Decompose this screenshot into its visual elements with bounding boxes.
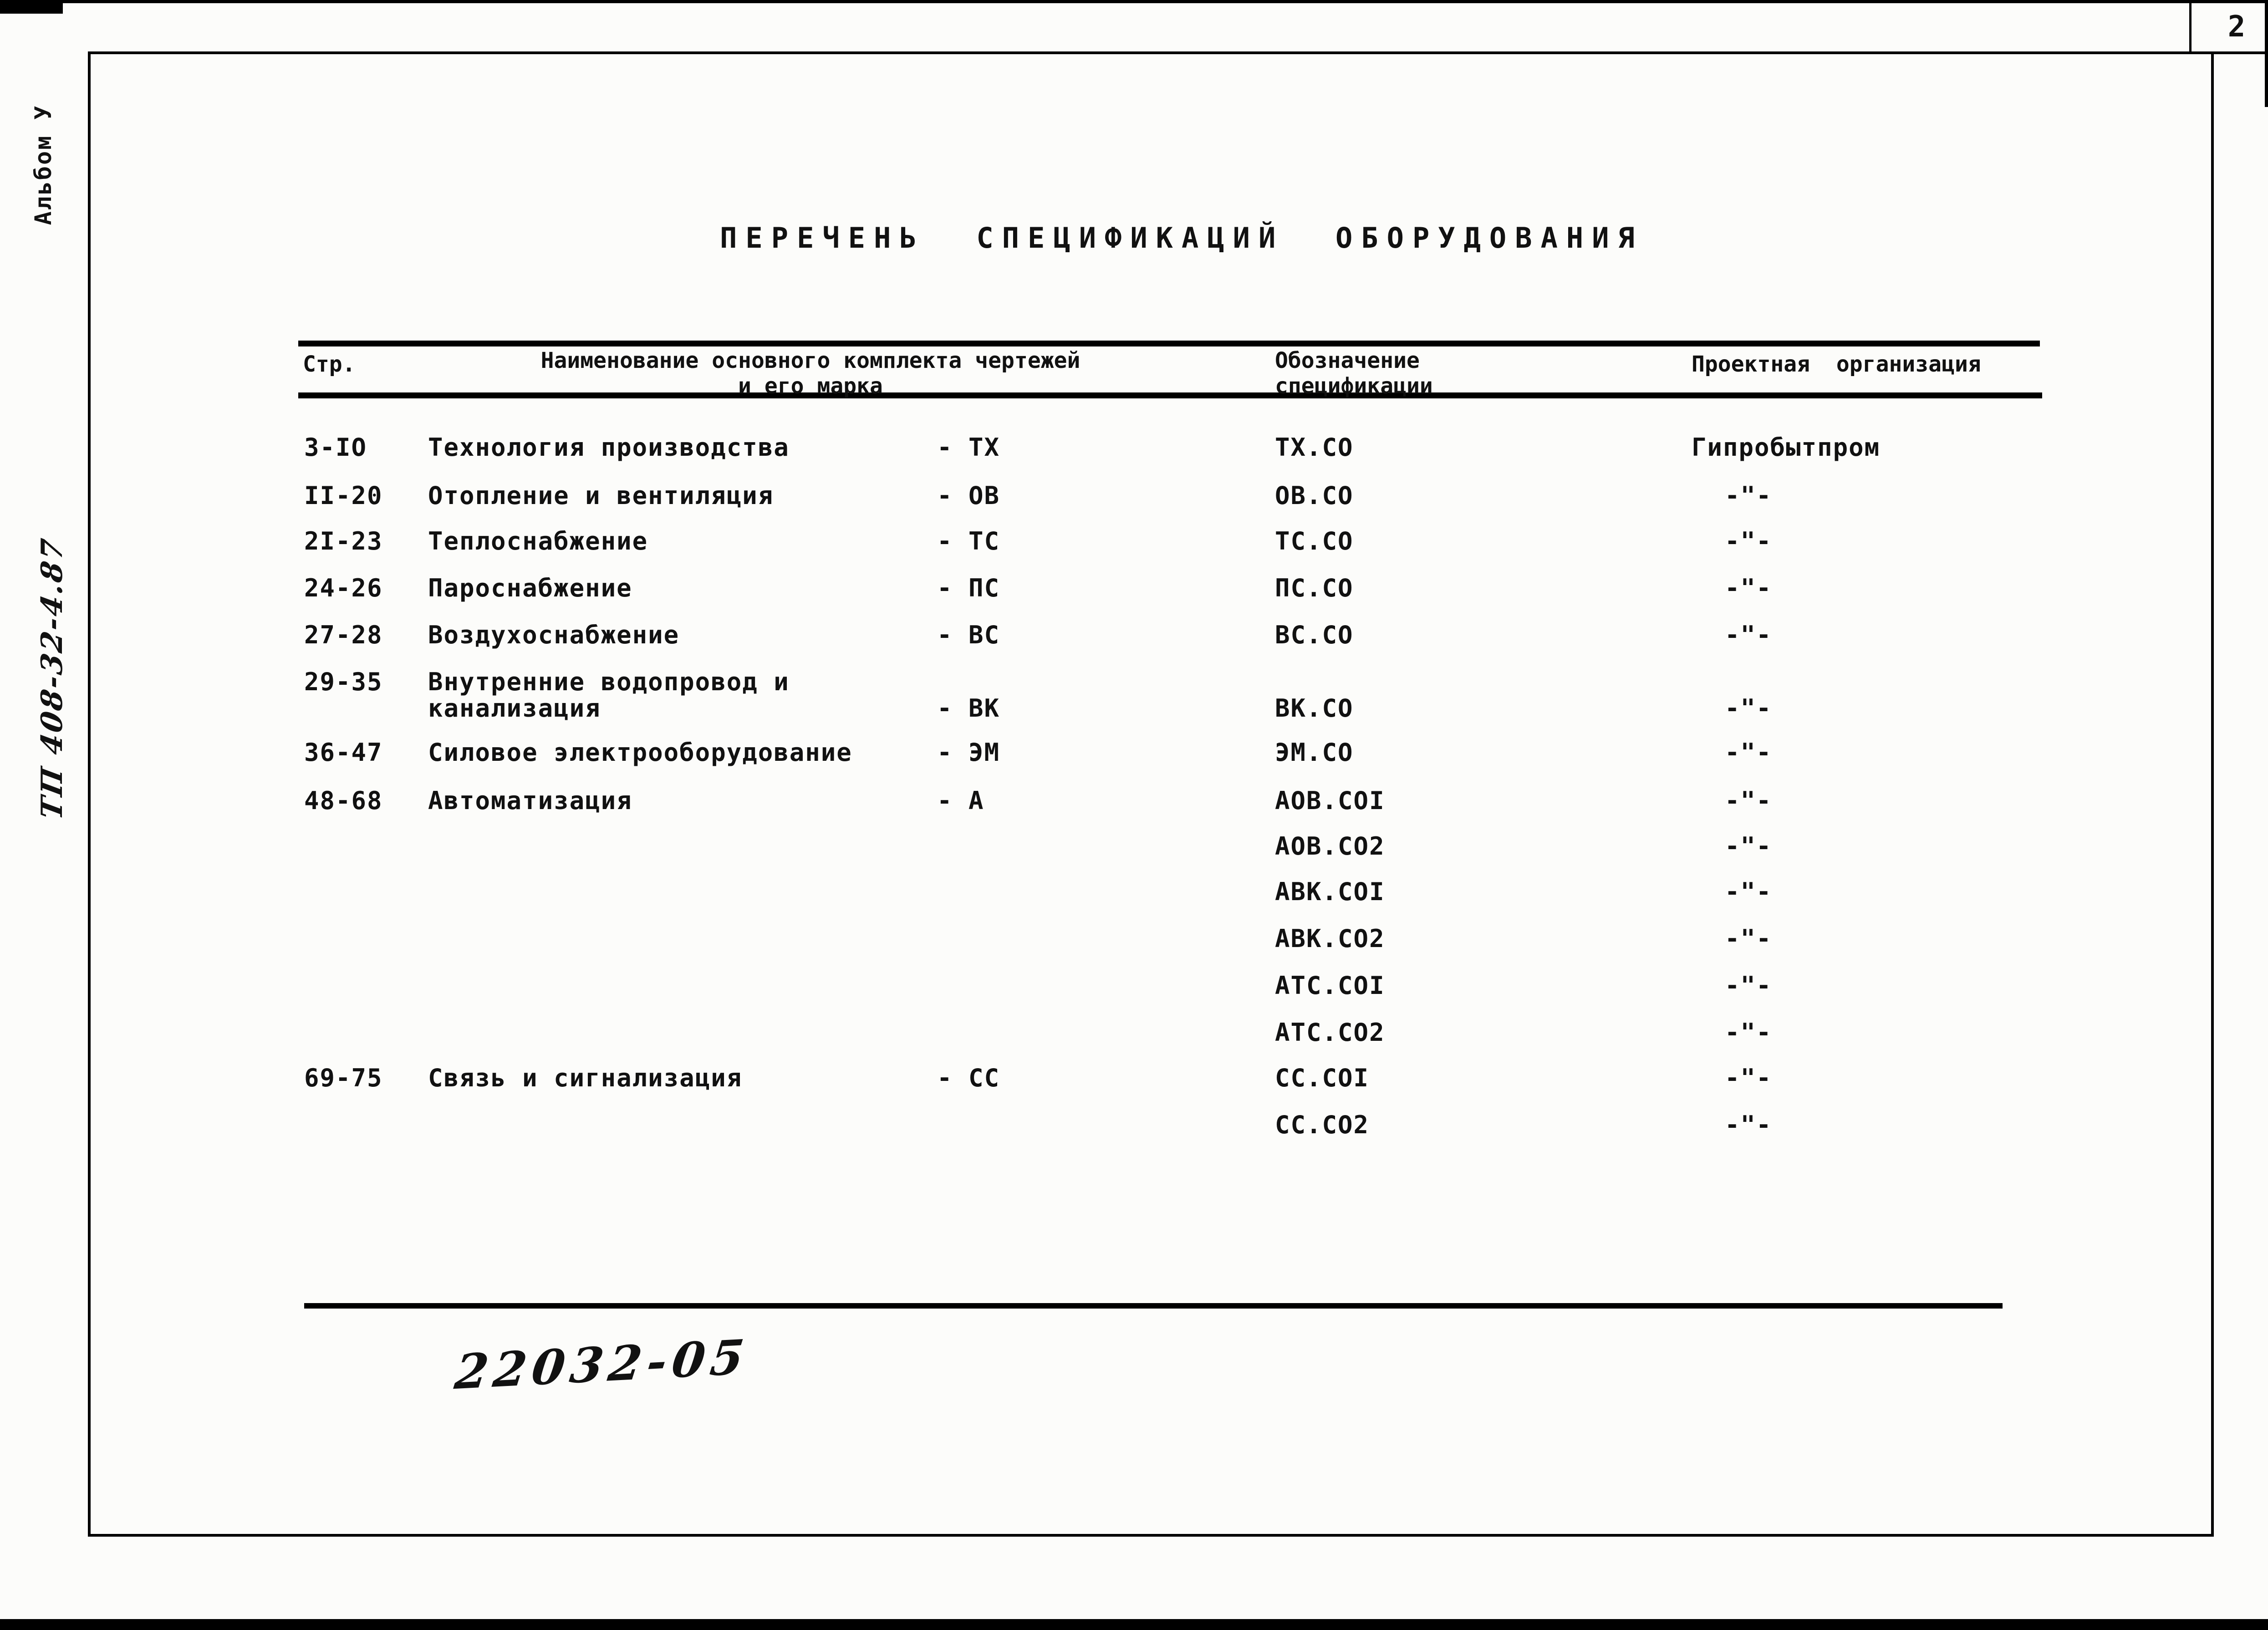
organization-ditto-cell: -"- xyxy=(1725,1110,1772,1139)
organization-ditto-cell: -"- xyxy=(1725,832,1772,861)
handwritten-doc-number: 22032-05 xyxy=(452,1328,753,1401)
organization-ditto-cell: -"- xyxy=(1725,621,1772,649)
spec-cell: АВК.СО2 xyxy=(1275,924,1385,953)
organization-ditto-cell: -"- xyxy=(1725,527,1772,555)
series-number-label: ТП 408-32-4.87 xyxy=(35,535,69,822)
pages-cell: 2I-23 xyxy=(304,527,383,555)
pages-cell: 48-68 xyxy=(304,786,383,815)
mark-cell: - ПС xyxy=(937,574,1000,602)
spec-cell: АТС.СОI xyxy=(1275,971,1385,1000)
mark-cell: - ВС xyxy=(937,621,1000,649)
frame-bottom-border xyxy=(88,1534,2214,1537)
spec-cell: ВК.СО xyxy=(1275,694,1354,723)
scan-edge-top-left xyxy=(0,0,63,14)
mark-cell: - ЭМ xyxy=(937,738,1000,767)
column-header-organization: Проектная организация xyxy=(1692,351,1981,377)
table-row xyxy=(0,972,2268,1002)
pages-cell: 3-IO xyxy=(304,433,367,462)
column-header-spec-line2: спецификации xyxy=(1275,373,1433,399)
table-row xyxy=(0,482,2268,512)
name-cell: Теплоснабжение xyxy=(428,527,648,555)
page-title: ПЕРЕЧЕНЬ СПЕЦИФИКАЦИЙ ОБОРУДОВАНИЯ xyxy=(720,221,1643,255)
organization-ditto-cell: -"- xyxy=(1725,1064,1772,1092)
mark-cell: - А xyxy=(937,786,984,815)
pages-cell: 29-35 xyxy=(304,667,383,696)
column-header-pages: Стр. xyxy=(303,351,356,377)
column-header-name-line1: Наименование основного комплекта чертежей xyxy=(540,348,1080,373)
mark-cell: - ОВ xyxy=(937,481,1000,510)
name-cell-line1: Внутренние водопровод и xyxy=(428,667,790,696)
spec-cell: АТС.СО2 xyxy=(1275,1018,1385,1047)
table-row xyxy=(0,739,2268,769)
name-cell: Связь и сигнализация xyxy=(428,1064,743,1092)
organization-cell: Гипробытпром xyxy=(1692,433,1881,462)
organization-ditto-cell: -"- xyxy=(1725,877,1772,906)
spec-cell: СС.СО2 xyxy=(1275,1110,1370,1139)
column-header-spec-line1: Обозначение xyxy=(1275,348,1420,373)
table-row xyxy=(0,433,2268,464)
mark-cell: - ВК xyxy=(937,694,1000,723)
pages-cell: II-20 xyxy=(304,481,383,510)
table-row xyxy=(0,832,2268,862)
album-label: Альбом У xyxy=(30,104,56,225)
table-row xyxy=(0,787,2268,817)
pages-cell: 24-26 xyxy=(304,574,383,602)
mark-cell: - СС xyxy=(937,1064,1000,1092)
name-cell: Воздухоснабжение xyxy=(428,621,680,649)
name-cell: Силовое электрооборудование xyxy=(428,738,852,767)
table-header-top-rule xyxy=(298,341,2040,346)
spec-cell: ОВ.СО xyxy=(1275,481,1354,510)
footer-rule xyxy=(304,1303,2003,1309)
table-row xyxy=(0,1064,2268,1094)
name-cell: Пароснабжение xyxy=(428,574,632,602)
spec-cell: АВК.СОI xyxy=(1275,877,1385,906)
spec-cell: ЭМ.СО xyxy=(1275,738,1354,767)
sheet-number-box-divider xyxy=(2189,0,2192,54)
organization-ditto-cell: -"- xyxy=(1725,481,1772,510)
spec-cell: ТС.СО xyxy=(1275,527,1354,555)
table-row xyxy=(0,878,2268,908)
scan-edge-top xyxy=(0,0,2268,3)
table-row xyxy=(0,1019,2268,1049)
spec-cell: АОВ.СО2 xyxy=(1275,832,1385,861)
table-row xyxy=(0,574,2268,604)
name-cell: Технология производства xyxy=(428,433,790,462)
spec-cell: ТХ.СО xyxy=(1275,433,1354,462)
table-row xyxy=(0,668,2268,698)
spec-cell: СС.СОI xyxy=(1275,1064,1370,1092)
sheet-number: 2 xyxy=(2227,10,2246,44)
column-header-name-line2: и его марка xyxy=(738,373,883,399)
pages-cell: 27-28 xyxy=(304,621,383,649)
frame-top-border xyxy=(88,51,2268,54)
organization-ditto-cell: -"- xyxy=(1725,694,1772,723)
organization-ditto-cell: -"- xyxy=(1725,574,1772,602)
pages-cell: 69-75 xyxy=(304,1064,383,1092)
spec-cell: ВС.СО xyxy=(1275,621,1354,649)
organization-ditto-cell: -"- xyxy=(1725,786,1772,815)
organization-ditto-cell: -"- xyxy=(1725,1018,1772,1047)
name-cell: Автоматизация xyxy=(428,786,632,815)
name-cell: Отопление и вентиляция xyxy=(428,481,774,510)
organization-ditto-cell: -"- xyxy=(1725,971,1772,1000)
pages-cell: 36-47 xyxy=(304,738,383,767)
table-row xyxy=(0,621,2268,651)
organization-ditto-cell: -"- xyxy=(1725,738,1772,767)
table-row xyxy=(0,694,2268,724)
name-cell-line2: канализация xyxy=(428,694,601,723)
table-row xyxy=(0,1111,2268,1141)
mark-cell: - ТС xyxy=(937,527,1000,555)
table-row xyxy=(0,925,2268,955)
spec-cell: ПС.СО xyxy=(1275,574,1354,602)
mark-cell: - ТХ xyxy=(937,433,1000,462)
table-row xyxy=(0,527,2268,557)
spec-cell: АОВ.СОI xyxy=(1275,786,1385,815)
scan-edge-bottom xyxy=(0,1619,2268,1630)
organization-ditto-cell: -"- xyxy=(1725,924,1772,953)
